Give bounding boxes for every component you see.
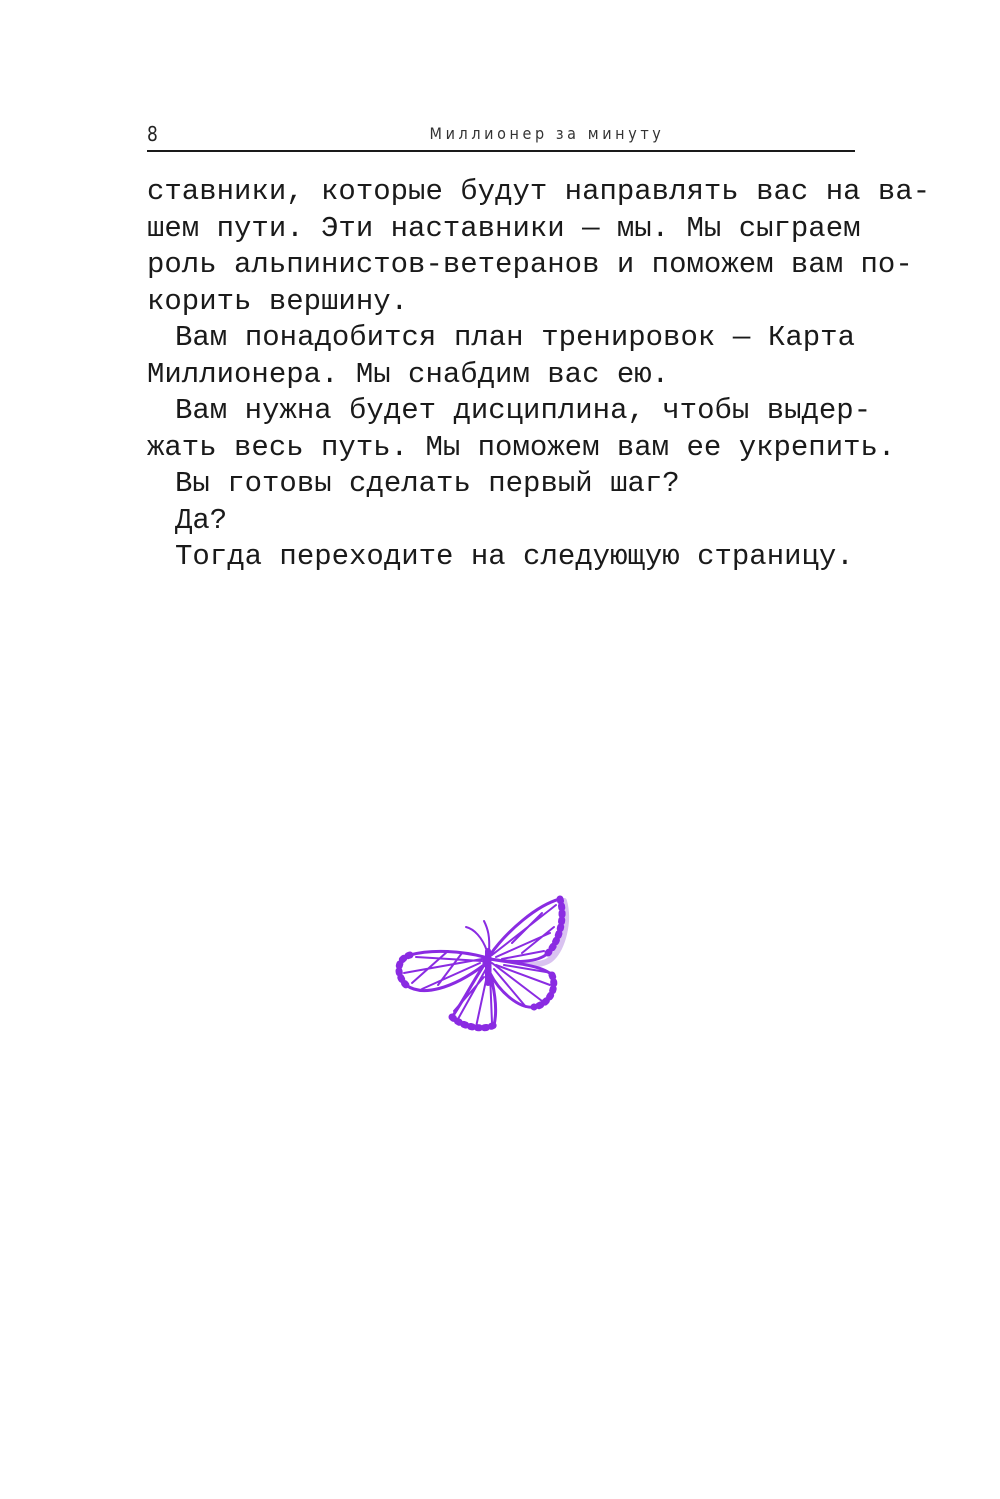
- text-line: жать весь путь. Мы поможем вам ее укрепить.: [147, 430, 896, 464]
- text-line: Миллионера. Мы снабдим вас ею.: [147, 357, 670, 391]
- text-line: роль альпинистов-ветеранов и поможем вам по-: [147, 248, 913, 281]
- text-line: ставники, которые будут направлять вас на ва-: [147, 175, 931, 208]
- page-number: 8: [147, 122, 158, 146]
- text-line: Вам понадобится план тренировок — Карта: [175, 321, 855, 354]
- text-line: шем пути. Эти наставники — мы. Мы сыграем: [147, 211, 861, 245]
- text-line: Вам нужна будет дисциплина, чтобы выдер-: [175, 394, 872, 427]
- book-title: Миллионер за минуту: [429, 124, 665, 143]
- text-line: Вы готовы сделать первый шаг?: [175, 467, 680, 500]
- text-line: Тогда переходите на следующую страницу.: [175, 540, 854, 573]
- butterfly-icon: [392, 893, 572, 1033]
- text-line: корить вершину.: [147, 284, 409, 318]
- running-header: [147, 120, 855, 152]
- body-text: [147, 174, 931, 576]
- text-line: Да?: [175, 503, 228, 537]
